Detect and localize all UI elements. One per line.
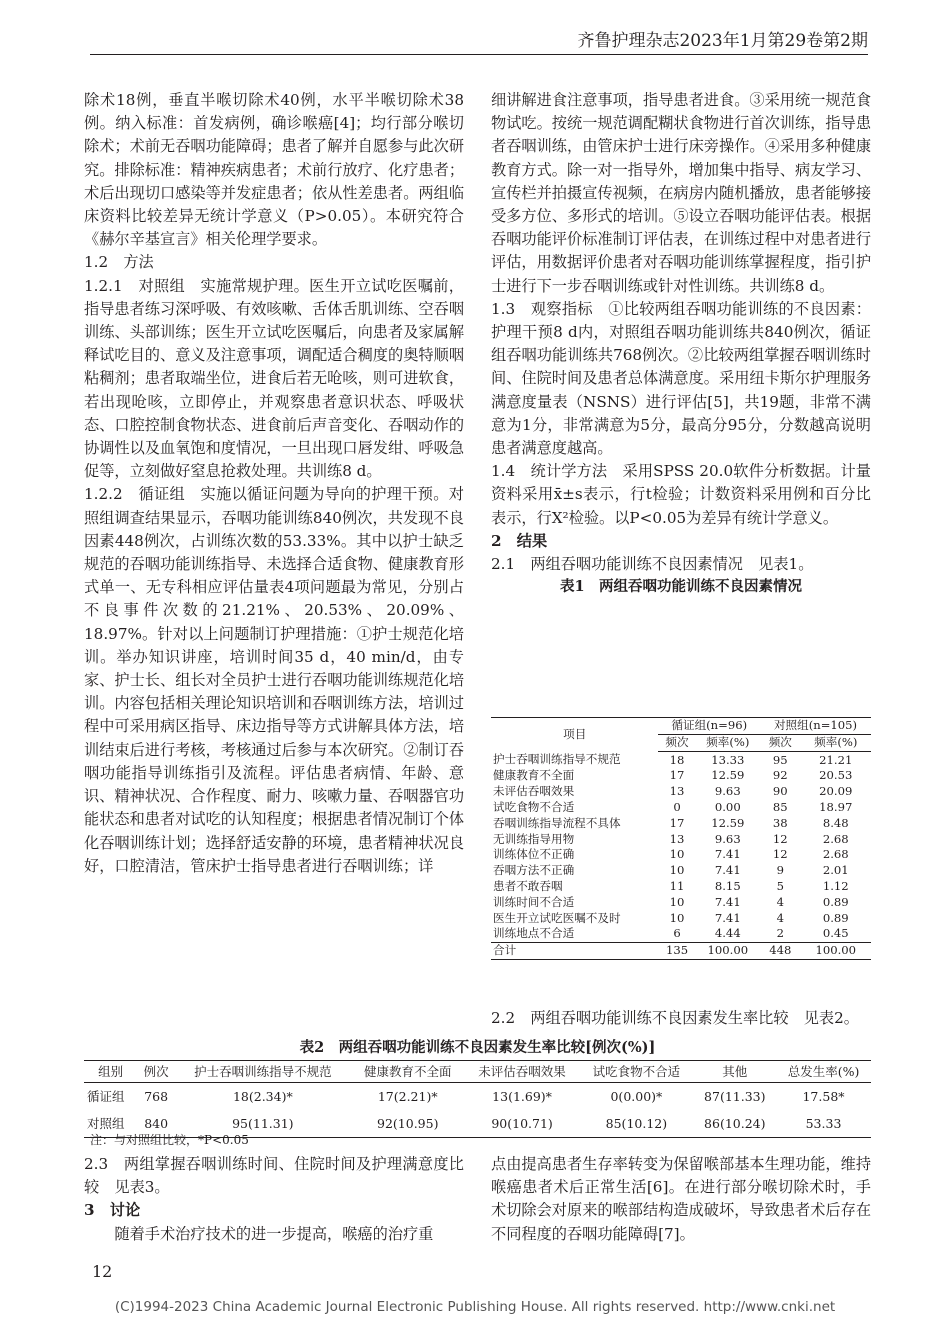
- table1-cell: 0.00: [714, 799, 741, 814]
- table1-row: [491, 879, 871, 895]
- table1-row: [491, 751, 871, 768]
- left-column: [84, 89, 464, 878]
- paragraph: 随着手术治疗技术的进一步提高，喉癌的治疗重: [114, 1224, 434, 1243]
- table2-cell: 85(10.12): [605, 1116, 668, 1131]
- paragraph: 1.3 观察指标 ①比较两组吞咽功能训练的不良因素：护理干预8 d内，对照组吞咽功能训练共840例次，循证组吞咽功能训练共768例次。②比较两组掌握吞咽训练时间、住院时间及患者总体满意度。采用纽卡斯尔护理服务满意度量表（NSNS）进行评估[5]，共19题，非常不满意为1分，非常满意为5分，最高分95分，分数越高说明患者满意度越高。: [491, 299, 871, 458]
- table2-header: 总发生率(%): [776, 1061, 871, 1083]
- copyright-footer: (C)1994-2023 China Academic Journal Electronic Publishing House. All rights reserved. http://www.cnki.net: [114, 1299, 836, 1315]
- table1: [491, 717, 871, 960]
- table1-cell: 18: [669, 752, 685, 767]
- table1-row-label: 患者不敢吞咽: [493, 878, 563, 893]
- table1-cell: 2: [776, 926, 784, 941]
- table1-cell: 10: [669, 894, 685, 909]
- table1-cell: 2.01: [822, 863, 849, 878]
- table1-row-label: 健康教育不全面: [493, 768, 575, 783]
- table1-cell: 12: [772, 847, 788, 862]
- table1-cell: 6: [673, 926, 681, 941]
- table1-row-label: 护士吞咽训练指导不规范: [493, 752, 621, 767]
- table1-cell: 7.41: [714, 847, 741, 862]
- table1-cell: 0.89: [822, 910, 849, 925]
- table2-cell: 840: [144, 1116, 169, 1131]
- table1-row-label: 无训练指导用物: [493, 831, 575, 846]
- table2-cell: 18(2.34)*: [232, 1089, 293, 1104]
- table1-cell: 38: [772, 815, 788, 830]
- table1-cell: 12: [772, 831, 788, 846]
- table1-cell: 85: [772, 799, 788, 814]
- table1-subheader: 频率(%): [801, 734, 871, 751]
- bottom-right-column: [491, 1153, 871, 1246]
- paragraph: 2.3 两组掌握吞咽训练时间、住院时间及护理满意度比较 见表3。: [84, 1155, 464, 1197]
- table1-row: [491, 863, 871, 879]
- table1-cell: 12.59: [711, 815, 745, 830]
- table1-row: [491, 943, 871, 960]
- table1-cell: 10: [669, 863, 685, 878]
- table1-row: [491, 911, 871, 927]
- table1-body: [491, 751, 871, 959]
- table1-cell: 9.63: [714, 784, 741, 799]
- table1-cell: 0: [673, 799, 681, 814]
- table1-group-b: 对照组(n=105): [760, 718, 871, 735]
- table1-cell: 92: [772, 768, 788, 783]
- table2-caption: 表2 两组吞咽功能训练不良因素发生率比较[例次(%)]: [299, 1039, 656, 1056]
- table1-cell: 448: [760, 943, 801, 960]
- table1-row-label: 训练地点不合适: [493, 926, 575, 941]
- paragraph: 1.4 统计学方法 采用SPSS 20.0软件分析数据。计量资料采用x̄±s表示，行t检验；计数资料采用例和百分比表示，行X²检验。以P<0.05为差异有统计学意义。: [491, 462, 871, 527]
- table2-header: 例次: [137, 1061, 175, 1083]
- table1-row: [491, 926, 871, 942]
- paragraph: 细讲解进食注意事项，指导患者进食。③采用统一规范食物试吃。按统一规范调配糊状食物进行首次训练，指导患者吞咽训练，由管床护士进行床旁操作。④采用多种健康教育方式。除一对一指导外，增加集中指导、病友学习、宣传栏并拍摄宣传视频，在病房内随机播放，患者能够接受多方位、多形式的培训。⑤设立吞咽功能评估表。根据吞咽功能评价标准制订评估表，在训练过程中对患者进行评估，用数据评价患者对吞咽功能训练掌握程度，指引护士进行下一步吞咽训练或针对性训练。共训练8 d。: [491, 91, 871, 295]
- table1-row-label: 医生开立试吃医嘱不及时: [493, 910, 621, 925]
- table2-cell: 768: [144, 1089, 169, 1104]
- table1-cell: 7.41: [714, 894, 741, 909]
- table1-row-label: 合计: [491, 943, 658, 960]
- table1-row: [491, 895, 871, 911]
- table1-cell: 7.41: [714, 863, 741, 878]
- table2-row-label: 对照组: [87, 1116, 125, 1131]
- table2-cell: 13(1.69)*: [492, 1089, 552, 1104]
- table1-cell: 5: [776, 878, 784, 893]
- section-heading: 2 结果: [491, 531, 548, 550]
- section-heading: 3 讨论: [84, 1201, 141, 1220]
- table1-cell: 2.68: [822, 831, 849, 846]
- table1-subheader: 频次: [658, 734, 695, 751]
- table2: [84, 1060, 871, 1138]
- bottom-left-column: [84, 1153, 464, 1246]
- table1-cell: 10: [669, 910, 685, 925]
- table1-subheader: 频率(%): [696, 734, 760, 751]
- table2-header: 其他: [694, 1061, 776, 1083]
- table1-cell: 8.15: [714, 878, 741, 893]
- table2-row-label: 循证组: [87, 1089, 125, 1104]
- table1-row: [491, 816, 871, 832]
- table2-cell: 17.58*: [802, 1089, 845, 1104]
- table1-cell: 1.12: [822, 878, 849, 893]
- table1-cell: 9.63: [714, 831, 741, 846]
- table2-header: 护士吞咽训练指导不规范: [175, 1061, 350, 1083]
- table1-row-label: 训练体位不正确: [493, 847, 575, 862]
- table1-cell: 0.45: [822, 926, 849, 941]
- table2-cell: 90(10.71): [491, 1116, 553, 1131]
- table1-cell: 7.41: [714, 910, 741, 925]
- table1-cell: 20.09: [819, 784, 853, 799]
- table1-cell: 13: [669, 784, 685, 799]
- table1-cell: 9: [776, 863, 784, 878]
- table2-header-row: [84, 1061, 871, 1083]
- table2-header: 组别: [84, 1061, 137, 1083]
- table1-cell: 17: [669, 768, 685, 783]
- table1-cell: 13.33: [711, 752, 745, 767]
- right-column: [491, 89, 871, 598]
- table2-header: 健康教育不全面: [351, 1061, 465, 1083]
- table1-cell: 20.53: [819, 768, 853, 783]
- paragraph: 2.1 两组吞咽功能训练不良因素情况 见表1。: [491, 555, 814, 574]
- table2-note: 注：与对照组比较，*P<0.05: [90, 1133, 249, 1147]
- paragraph: 1.2.1 对照组 实施常规护理。医生开立试吃医嘱前，指导患者练习深呼吸、有效咳嗽、舌体舌肌训练、空吞咽训练、头部训练；医生开立试吃医嘱后，向患者及家属解释试吃目的、意义及注意事项，调配适合稠度的奥特顺咽粘稠剂；患者取端坐位，进食后若无呛咳，则可进软食，若出现呛咳，立即停止，并观察患者意识状态、呼吸状态、口腔控制食物状态、进食前后声音变化、吞咽动作的协调性以及血氧饱和度情况，一旦出现口唇发绀、呼吸急促等，立刻做好窒息抢救处理。共训练8 d。: [84, 276, 464, 481]
- table1-row: [491, 768, 871, 784]
- table1-cell: 18.97: [819, 799, 853, 814]
- table1-cell: 100.00: [801, 943, 871, 960]
- table1-row-label: 训练时间不合适: [493, 894, 575, 909]
- table1-cell: 4: [776, 910, 784, 925]
- table1-cell: 100.00: [696, 943, 760, 960]
- table1-row-label: 未评估吞咽效果: [493, 784, 575, 799]
- table1-caption: 表1 两组吞咽功能训练不良因素情况: [559, 578, 803, 596]
- table1-row: [491, 847, 871, 863]
- paragraph: 2.2 两组吞咽功能训练不良因素发生率比较 见表2。: [491, 1009, 859, 1027]
- table1-row: [491, 784, 871, 800]
- section-heading: 1.2 方法: [84, 253, 154, 272]
- table1-cell: 4: [776, 894, 784, 909]
- table2-row: [84, 1083, 871, 1111]
- table2-cell: 87(11.33): [704, 1089, 766, 1104]
- table2-cell: 92(10.95): [377, 1116, 439, 1131]
- table2-body: [84, 1083, 871, 1138]
- paragraph: 点由提高患者生存率转变为保留喉部基本生理功能，维持喉癌患者术后正常生活[6]。在进行部分喉切除术时，手术切除会对原来的喉部结构造成破坏，导致患者术后存在不同程度的吞咽功能障碍[7]。: [491, 1155, 871, 1243]
- table1-cell: 12.59: [711, 768, 745, 783]
- table2-caption-block: [84, 1009, 871, 1059]
- table1-cell: 8.48: [822, 815, 849, 830]
- table2-cell: 17(2.21)*: [377, 1089, 438, 1104]
- table1-cell: 21.21: [819, 752, 853, 767]
- table2-header: 未评估吞咽效果: [465, 1061, 579, 1083]
- table1-row-label: 吞咽方法不正确: [493, 863, 575, 878]
- table1-item-header: 项目: [563, 726, 587, 741]
- table1-cell: 4.44: [714, 926, 741, 941]
- table1-row-label: 吞咽训练指导流程不具体: [493, 815, 621, 830]
- table1-cell: 0.89: [822, 894, 849, 909]
- table2-cell: 53.33: [805, 1116, 842, 1131]
- journal-info: 齐鲁护理杂志2023年1月第29卷第2期: [577, 31, 868, 51]
- table1-row: [491, 800, 871, 816]
- table1-subheader: 频次: [760, 734, 801, 751]
- page-number: 12: [92, 1262, 113, 1281]
- paragraph: 1.2.2 循证组 实施以循证问题为导向的护理干预。对照组调查结果显示，吞咽功能训练840例次，共发现不良因素448例次，占训练次数的53.33%。其中以护士缺乏规范的吞咽功能训练指导、未选择合适食物、健康教育形式单一、无专科相应评估量表4项问题最为常见，分别占不良事件次数的21.21%、20.53%、20.09%、18.97%。针对以上问题制订护理措施：①护士规范化培训。举办知识讲座，培训时间35 d，40 min/d，由专家、护士长、组长对全员护士进行吞咽功能训练规范化培训。内容包括相关理论知识培训和吞咽训练方法，培训过程中可采用病区指导、床边指导等方式讲解具体方法，培训结束后进行考核，考核通过后参与本次研究。②制订吞咽功能指导训练指引及流程。评估患者病情、年龄、意识、精神状况、合作程度、耐力、咳嗽力量、吞咽器官功能状态和患者对试吃的认知程度；根据患者情况制订个体化吞咽训练计划；选择舒适安静的环境，患者精神状况良好，口腔清洁，管床护士指导患者进行吞咽训练；详: [84, 485, 464, 875]
- running-header: [90, 28, 868, 55]
- table1-cell: 17: [669, 815, 685, 830]
- table1-cell: 2.68: [822, 847, 849, 862]
- table2-cell: 86(10.24): [704, 1116, 766, 1131]
- table1-group-a: 循证组(n=96): [658, 718, 760, 735]
- table2-cell: 95(11.31): [232, 1116, 294, 1131]
- table1-row-label: 试吃食物不合适: [493, 799, 575, 814]
- table1-cell: 135: [658, 943, 695, 960]
- table1-cell: 90: [772, 784, 788, 799]
- table1-cell: 13: [669, 831, 685, 846]
- table1-cell: 95: [772, 752, 788, 767]
- table1-cell: 10: [669, 847, 685, 862]
- table1-cell: 11: [669, 878, 685, 893]
- table1-row: [491, 832, 871, 848]
- table2-header: 试吃食物不合适: [579, 1061, 693, 1083]
- paragraph: 除术18例，垂直半喉切除术40例，水平半喉切除术38例。纳入标准：首发病例，确诊喉癌[4]；均行部分喉切除术；术前无吞咽功能障碍；患者了解并自愿参与此次研究。排除标准：精神疾病患者；术前行放疗、化疗患者；术后出现切口感染等并发症患者；依从性差患者。两组临床资料比较差异无统计学意义（P>0.05）。本研究符合《赫尔辛基宣言》相关伦理学要求。: [84, 91, 464, 249]
- table2-cell: 0(0.00)*: [610, 1089, 663, 1104]
